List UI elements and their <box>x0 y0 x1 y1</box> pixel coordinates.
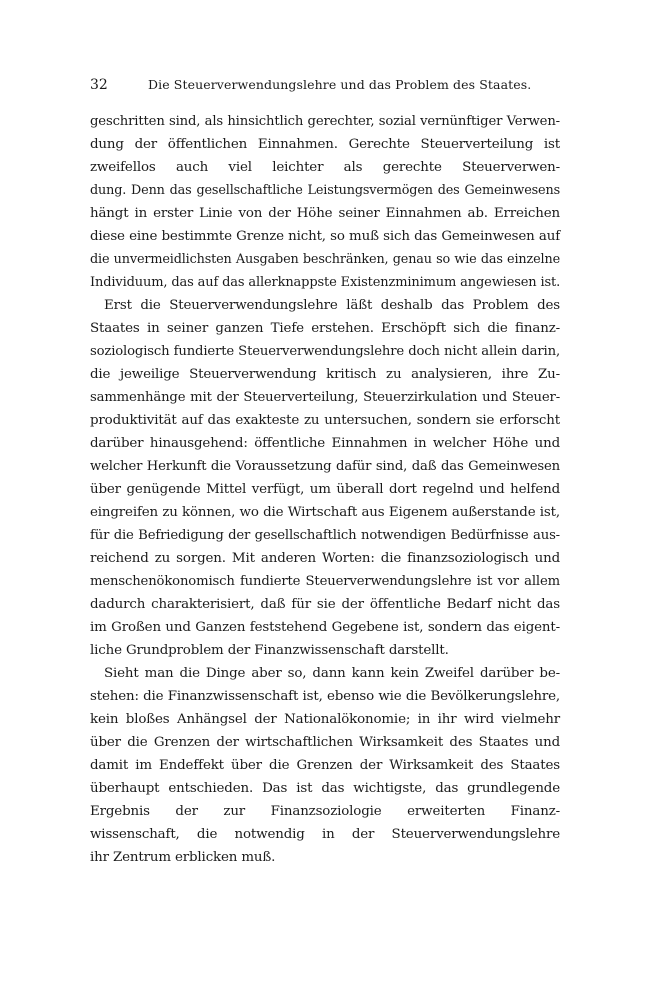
text-line: ihr Zentrum erblicken muß. <box>90 850 276 865</box>
text-line: menschenökonomisch fundierte Steuerverwendungslehre ist vor allem <box>90 574 560 589</box>
page-header <box>90 74 560 96</box>
text-line: soziologisch fundierte Steuerverwendungslehre doch nicht allein darin, <box>90 344 560 359</box>
text-line: liche Grundproblem der Finanzwissenschaft darstellt. <box>90 643 449 658</box>
text-line: Sieht man die Dinge aber so, dann kann kein Zweifel darüber be- <box>104 666 560 681</box>
text-line: eingreifen zu können, wo die Wirtschaft aus Eigenem außerstande ist, <box>90 505 560 520</box>
text-line: diese eine bestimmte Grenze nicht, so muß sich das Gemeinwesen auf <box>90 229 560 244</box>
text-line: Staates in seiner ganzen Tiefe erstehen. Erschöpft sich die finanz- <box>90 321 560 336</box>
text-line: Erst die Steuerverwendungslehre läßt deshalb das Problem des <box>104 298 560 313</box>
text-line: stehen: die Finanzwissenschaft ist, ebenso wie die Bevölkerungslehre, <box>90 689 560 704</box>
text-line: über die Grenzen der wirtschaftlichen Wirksamkeit des Staates und <box>90 735 560 750</box>
text-line: damit im Endeffekt über die Grenzen der Wirksamkeit des Staates <box>90 758 560 773</box>
text-line: dung. Denn das gesellschaftliche Leistungsvermögen des Gemeinwesens <box>90 183 560 198</box>
text-line: zweifellos auch viel leichter als gerechte Steuerverwen- <box>90 160 560 175</box>
text-line: darüber hinausgehend: öffentliche Einnahmen in welcher Höhe und <box>90 436 560 451</box>
text-line: produktivität auf das exakteste zu untersuchen, sondern sie erforscht <box>90 413 560 428</box>
text-line: dung der öffentlichen Einnahmen. Gerechte Steuerverteilung ist <box>90 137 560 152</box>
text-line: über genügende Mittel verfügt, um überall dort regelnd und helfend <box>90 482 560 497</box>
text-line: reichend zu sorgen. Mit anderen Worten: die finanzsoziologisch und <box>90 551 560 566</box>
text-line: welcher Herkunft die Voraussetzung dafür sind, daß das Gemeinwesen <box>90 459 560 474</box>
text-line: geschritten sind, als hinsichtlich gerechter, sozial vernünftiger Verwen- <box>90 114 560 129</box>
text-line: sammenhänge mit der Steuerverteilung, Steuerzirkulation und Steuer- <box>90 390 560 405</box>
body-text <box>90 110 560 869</box>
text-line: dadurch charakterisiert, daß für sie der öffentliche Bedarf nicht das <box>90 597 560 612</box>
running-title: Die Steuerverwendungslehre und das Problem des Staates. <box>148 77 532 92</box>
text-line: für die Befriedigung der gesellschaftlich notwendigen Bedürfnisse aus- <box>90 528 560 543</box>
text-line: Ergebnis der zur Finanzsoziologie erweiterten Finanz- <box>90 804 560 819</box>
text-line: überhaupt entschieden. Das ist das wichtigste, das grundlegende <box>90 781 560 796</box>
text-line: hängt in erster Linie von der Höhe seiner Einnahmen ab. Erreichen <box>90 206 560 221</box>
text-line: im Großen und Ganzen feststehend Gegebene ist, sondern das eigent- <box>90 620 560 635</box>
text-line: wissenschaft, die notwendig in der Steuerverwendungslehre <box>90 827 560 842</box>
text-line: die jeweilige Steuerverwendung kritisch zu analysieren, ihre Zu- <box>90 367 560 382</box>
text-line: kein bloßes Anhängsel der Nationalökonomie; in ihr wird vielmehr <box>90 712 560 727</box>
text-line: Individuum, das auf das allerknappste Existenzminimum angewiesen ist. <box>90 275 561 290</box>
text-line: die unvermeidlichsten Ausgaben beschränken, genau so wie das einzelne <box>90 252 560 267</box>
page-number: 32 <box>90 77 108 93</box>
